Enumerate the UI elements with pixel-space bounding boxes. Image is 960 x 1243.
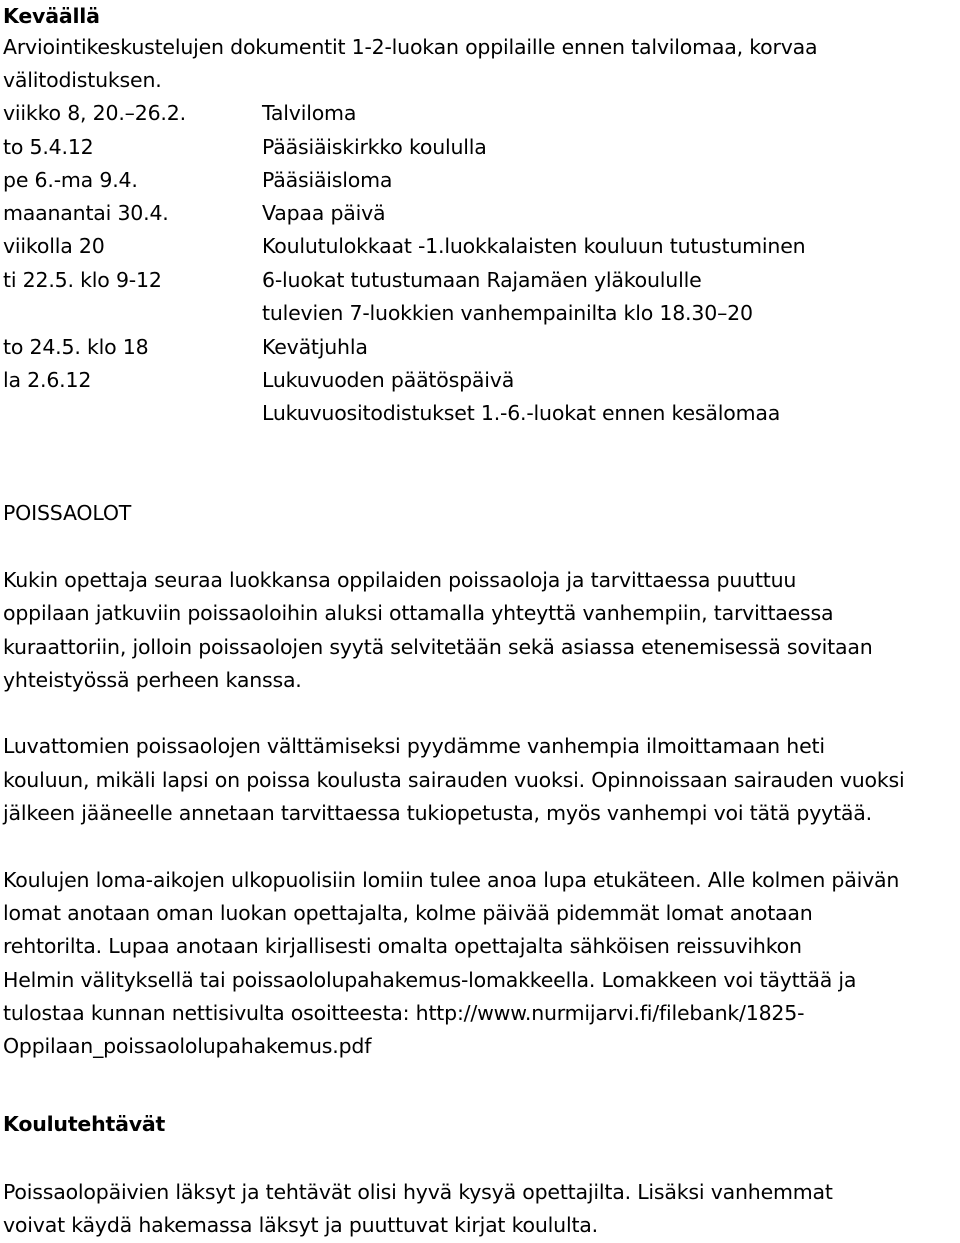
spring-intro-line: välitodistuksen. xyxy=(3,68,162,92)
paragraph-line: Kukin opettaja seuraa luokkansa oppilaiden poissaoloja ja tarvittaessa puuttuu xyxy=(3,568,797,592)
paragraph-line: kuraattoriin, jolloin poissaolojen syytä selvitetään sekä asiassa etenemisessä sovitaan xyxy=(3,635,873,659)
schedule-row xyxy=(3,364,958,397)
homework-line: Poissaolopäivien läksyt ja tehtävät olisi hyvä kysyä opettajilta. Lisäksi vanhemmat xyxy=(3,1180,833,1204)
schedule-date: ti 22.5. klo 9-12 xyxy=(3,268,162,292)
schedule-row xyxy=(3,397,958,430)
spring-intro-line: Arviointikeskustelujen dokumentit 1-2-luokan oppilaille ennen talvilomaa, korvaa xyxy=(3,35,818,59)
paragraph-line: lomat anotaan oman luokan opettajalta, kolme päivää pidemmät lomat anotaan xyxy=(3,901,813,925)
paragraph-line: tulostaa kunnan nettisivulta osoitteesta: http://www.nurmijarvi.fi/filebank/1825- xyxy=(3,1001,805,1025)
schedule-row xyxy=(3,97,958,130)
paragraph-line: Oppilaan_poissaololupahakemus.pdf xyxy=(3,1034,372,1058)
schedule-row xyxy=(3,297,958,330)
paragraph-line: kouluun, mikäli lapsi on poissa koulusta sairauden vuoksi. Opinnoissaan sairauden vuoksi xyxy=(3,768,905,792)
absences-heading: POISSAOLOT xyxy=(3,501,132,525)
schedule-date: to 24.5. klo 18 xyxy=(3,335,149,359)
schedule-event: Kevätjuhla xyxy=(262,335,368,359)
schedule-row xyxy=(3,331,958,364)
schedule-event: tulevien 7-luokkien vanhempainilta klo 18.30–20 xyxy=(262,301,753,325)
schedule-row xyxy=(3,230,958,263)
schedule-event: Pääsiäisloma xyxy=(262,168,393,192)
schedule-event: Lukuvuositodistukset 1.-6.-luokat ennen kesälomaa xyxy=(262,401,781,425)
schedule-date: la 2.6.12 xyxy=(3,368,92,392)
schedule-event: Pääsiäiskirkko koululla xyxy=(262,135,487,159)
homework-line: voivat käydä hakemassa läksyt ja puuttuvat kirjat koululta. xyxy=(3,1213,598,1237)
paragraph-line: rehtorilta. Lupaa anotaan kirjallisesti omalta opettajalta sähköisen reissuvihkon xyxy=(3,934,802,958)
paragraph-line: yhteistyössä perheen kanssa. xyxy=(3,668,302,692)
schedule-date: viikolla 20 xyxy=(3,234,105,258)
spring-heading: Keväällä xyxy=(3,4,100,28)
schedule-row xyxy=(3,164,958,197)
paragraph-line: Luvattomien poissaolojen välttämiseksi pyydämme vanhempia ilmoittamaan heti xyxy=(3,734,825,758)
schedule-event: 6-luokat tutustumaan Rajamäen yläkoululle xyxy=(262,268,702,292)
paragraph-line: jälkeen jääneelle annetaan tarvittaessa tukiopetusta, myös vanhempi voi tätä pyytää. xyxy=(3,801,872,825)
schedule-event: Vapaa päivä xyxy=(262,201,386,225)
homework-heading: Koulutehtävät xyxy=(3,1112,166,1136)
schedule-event: Talviloma xyxy=(262,101,357,125)
schedule-date: viikko 8, 20.–26.2. xyxy=(3,101,186,125)
schedule-date: to 5.4.12 xyxy=(3,135,94,159)
schedule-event: Koulutulokkaat -1.luokkalaisten kouluun tutustuminen xyxy=(262,234,806,258)
schedule-event: Lukuvuoden päätöspäivä xyxy=(262,368,515,392)
schedule-row xyxy=(3,197,958,230)
paragraph-line: oppilaan jatkuviin poissaoloihin aluksi ottamalla yhteyttä vanhempiin, tarvittaessa xyxy=(3,601,834,625)
paragraph-line: Helmin välityksellä tai poissaololupahakemus-lomakkeella. Lomakkeen voi täyttää ja xyxy=(3,968,857,992)
schedule-row xyxy=(3,131,958,164)
schedule-date: maanantai 30.4. xyxy=(3,201,169,225)
schedule-row xyxy=(3,264,958,297)
paragraph-line: Koulujen loma-aikojen ulkopuolisiin lomiin tulee anoa lupa etukäteen. Alle kolmen päivän xyxy=(3,868,900,892)
schedule-date: pe 6.-ma 9.4. xyxy=(3,168,138,192)
